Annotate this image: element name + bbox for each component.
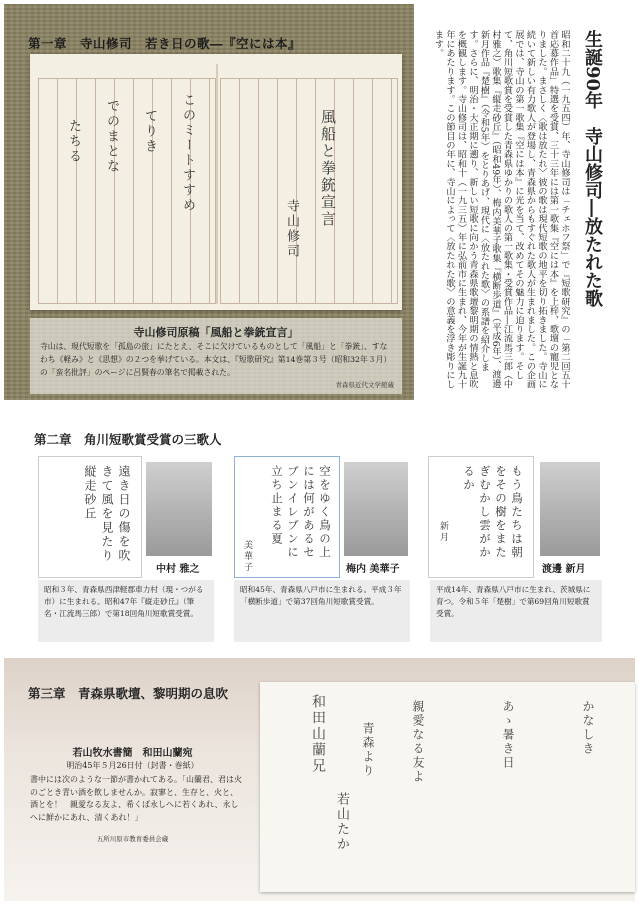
letter-credit: 五所川原市教育委員会蔵 [96,835,169,843]
letter-line: 青森より [361,722,375,778]
shikishi-card [38,456,142,578]
poem-signature: 新月 [438,521,448,543]
manuscript-left-page [38,78,216,304]
portrait-photo [540,462,600,556]
letter-line: 若山たか [334,792,349,852]
manuscript-line: このミートすすめ [180,93,195,213]
person-name: 中村 雅之 [156,564,200,575]
exhibition-headline: 生誕90年 寺山修司―放たれた歌 [582,30,603,308]
manuscript-right-page [220,78,398,304]
poem-calligraphy: もう鳥たちは朝をその樹をまたぎむかし雲がかるか [462,465,524,560]
caption-credit: 青森県近代文学館蔵 [335,381,394,389]
manuscript-fold [216,64,218,304]
manuscript-line: てりき [142,109,157,154]
shikishi-card [428,456,534,578]
portrait-photo [344,462,408,556]
chapter3-title: 第三章 青森県歌壇、黎明期の息吹 [28,686,229,701]
letter-title: 若山牧水書簡 和田山蘭宛 [72,748,193,759]
manuscript-line: でのまとな [104,99,119,174]
letter-line: かなしき [581,700,595,756]
poem-signature: 美華子 [242,540,252,573]
manuscript-caption [30,318,402,394]
shikishi-card [234,456,340,578]
portrait-photo [146,462,212,556]
poem-calligraphy: 遠き日の傷を吹きて風を見たり縦走砂丘 [83,465,131,563]
manuscript-title: 風船と拳銃宣言 [319,109,337,228]
chapter2-title: 第二章 角川短歌賞受賞の三歌人 [34,432,222,447]
manuscript-line: たちる [66,119,81,164]
manuscript-image [30,54,402,310]
caption-title: 寺山修司原稿「風船と拳銃宣言」 [133,326,299,339]
letter-line: 和田山蘭兄 [310,694,326,774]
person-caption: 昭和45年、青森県八戸市に生まれる。平成３年「横断歩道」で第37回角川短歌賞受賞。 [234,580,410,642]
caption-body: 寺山は、現代短歌を「孤島の旅」にたとえ、そこに欠けているものとして「風船」と「拳銃」、すなわち《軽み》と《思想》の２つを挙げている。本文は、『短歌研究』第14巻第３号（昭和32年３月）の「蛮名批評」のページに呂賢春の筆名で掲載された。 [40,342,392,377]
letter-line: 親愛なる友よ [411,700,425,784]
exhibition-intro: 昭和二十九（一九五四）年、寺山修司は「チェホフ祭」で『短歌研究』の「第二回五十首応募作品」特選を受賞、三十三年には第一歌集『空には本』を上梓、歌壇の寵児となりました。まさしく〈歌は放たれ〉彼の歌は現代短歌の地平を切り拓きました。寺山に続いて新しい有力歌人が登場し、青森県からもすぐれた歌人が生まれました。この企画展では、寺山の第一歌集『空には本』に光を当て、改めてその魅力に迫ります。そして、角川短歌賞を受賞した青森県ゆかりの歌人の第一歌集・受賞作品―江流馬三郎（中村雅之）歌集『縦走砂丘』（昭和49年）、梅内美華子歌集『横断歩道』（平成6年）、渡邊新月作品『楚樹』（令和5年）をとりあげ、現代に〈放たれた歌〉の系譜を紹介します。さらに、明治・大正期に遡り、新しい短歌に向かう青森県歌壇黎明期の情熱と息吹を概観します。寺山修司は、昭和十（一九三五）年に弘前市に生まれ、今年が生誕九十年にあたります。この節目の年に、寺山によって〈放たれた歌〉の意義を浮き彫りにします。 [432,30,570,389]
letter-image [260,682,635,892]
poem-calligraphy: 空をゆく鳥の上には何があるセブンイレブンに立ち止まる夏 [270,465,332,560]
person-name: 梅内 美華子 [346,564,400,575]
manuscript-author: 寺山修司 [284,199,299,259]
letter-description: 書中には次のような一節が書かれてある。「山蘭君、君は火のごとき青い酒を飲しませんか。寂寥と、生存と、火と、酒とを！ 親愛なる友よ、希くば永しへに若くあれ、永しへに鮮かにあれ、清くあれ！」 [30,775,242,822]
person-name: 渡邊 新月 [542,564,586,575]
chapter1-title: 第一章 寺山修司 若き日の歌―『空には本』 [28,36,302,51]
person-caption: 昭和３年、青森県西津軽郡車力村（現・つがる市）に生まれる。昭和47年『縦走砂丘』（筆名・江流馬三郎）で第18回角川短歌賞受賞。 [38,580,214,642]
letter-line: あゝ暑き日 [501,700,515,770]
person-caption: 平成14年、青森県八戸市に生まれ、茨城県に育つ。令和５年「楚樹」で第69回角川短歌賞受賞。 [430,580,602,642]
letter-date: 明治45年５月26日付（封書・巻紙） [66,761,199,770]
